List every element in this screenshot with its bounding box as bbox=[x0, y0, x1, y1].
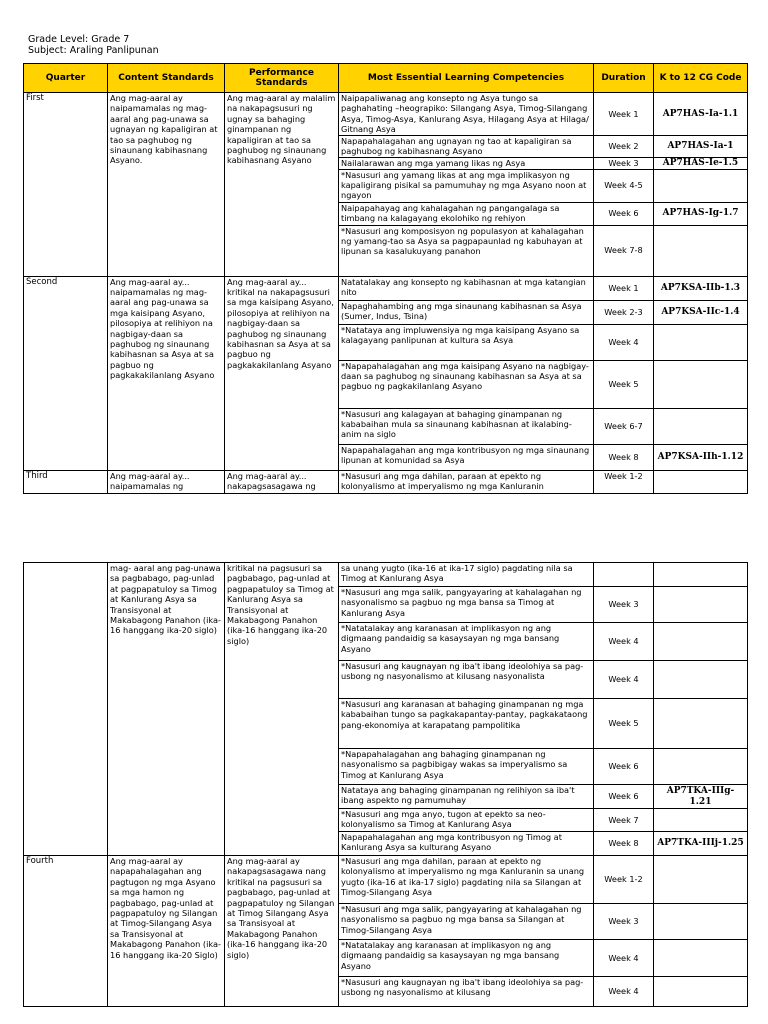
duration-cell: Week 8 bbox=[594, 444, 654, 470]
competency-cell: Napaghahambing ang mga sinaunang kabihasnan sa Asya (Sumer, Indus, Tsina) bbox=[339, 300, 594, 324]
duration-cell: Week 6 bbox=[594, 749, 654, 785]
quarter-cell: Third bbox=[24, 470, 108, 493]
competency-table-page-1 bbox=[23, 63, 748, 494]
competency-cell: Natataya ang bahaging ginampanan ng relihiyon sa iba't ibang aspekto ng pamumuhay bbox=[339, 785, 594, 809]
code-cell bbox=[654, 940, 748, 977]
table-row bbox=[24, 563, 748, 587]
competency-cell: *Nasusuri ang mga dahilan, paraan at epekto ng kolonyalismo at imperyalismo ng mga Kanluranin sa unang yugto (ika-16 at ika-17 siglo) pagdating nila sa Silangan at Timog-Silangang Asya bbox=[339, 856, 594, 904]
competency-cell: Napapahalagahan ang mga kontribusyon ng Timog at Kanlurang Asya sa kulturang Asyano bbox=[339, 832, 594, 856]
competency-cell: *Nasusuri ang karanasan at bahaging ginampanan ng mga kababaihan tungo sa pagkakapantay-pantay, pagkakataong pang-ekonomiya at karapatang pampolitika bbox=[339, 699, 594, 749]
code-cell bbox=[654, 749, 748, 785]
code-cell bbox=[654, 225, 748, 276]
competency-cell: *Nasusuri ang kaugnayan ng iba't ibang ideolohiya sa pag-usbong ng nasyonalismo at kilusang nasyonalista bbox=[339, 661, 594, 699]
duration-cell: Week 1 bbox=[594, 276, 654, 300]
competency-cell: *Nasusuri ang yamang likas at ang mga implikasyon ng kapaligirang pisikal sa pamumuhay ng mga Asyano noon at ngayon bbox=[339, 169, 594, 202]
content-standard-cell: mag- aaral ang pag-unawa sa pagbabago, pag-unlad at pagpapatuloy sa Timog at Kanlurang Asya sa Transisyonal at Makabagong Panahon (ika-16 hanggang ika-20 siglo) bbox=[108, 563, 225, 856]
code-cell bbox=[654, 324, 748, 360]
code-cell bbox=[654, 623, 748, 661]
competency-cell: Natatalakay ang konsepto ng kabihasnan at mga katangian nito bbox=[339, 276, 594, 300]
duration-cell: Week 2-3 bbox=[594, 300, 654, 324]
competency-cell: *Natataya ang impluwensiya ng mga kaisipang Asyano sa kalagayang panlipunan at kultura sa Asya bbox=[339, 324, 594, 360]
content-standard-cell: Ang mag-aaral ay... naipamamalas ng bbox=[108, 470, 225, 493]
duration-cell: Week 4 bbox=[594, 661, 654, 699]
code-cell bbox=[654, 699, 748, 749]
duration-cell: Week 3 bbox=[594, 157, 654, 169]
table-row bbox=[24, 470, 748, 493]
duration-cell: Week 1 bbox=[594, 93, 654, 136]
code-cell bbox=[654, 661, 748, 699]
code-cell: AP7HAS-Ia-1.1 bbox=[654, 93, 748, 136]
duration-cell: Week 3 bbox=[594, 904, 654, 940]
competency-cell: Naipapaliwanag ang konsepto ng Asya tungo sa paghahating –heograpiko: Silangang Asya, Timog-Silangang Asya, Timog-Asya, Kanlurang Asya, Hilagang Asya at Hilaga/ Gitnang Asya bbox=[339, 93, 594, 136]
competency-cell: *Nasusuri ang mga salik, pangyayaring at kahalagahan ng nasyonalismo sa pagbuo ng mga bansa sa Timog at Kanlurang Asya bbox=[339, 587, 594, 623]
header-cg-code: K to 12 CG Code bbox=[654, 64, 748, 93]
table-row bbox=[24, 276, 748, 300]
code-cell bbox=[654, 856, 748, 904]
duration-cell: Week 4-5 bbox=[594, 169, 654, 202]
header-content-standards: Content Standards bbox=[108, 64, 225, 93]
code-cell: AP7HAS-Ie-1.5 bbox=[654, 157, 748, 169]
code-cell bbox=[654, 470, 748, 493]
competency-cell: *Nasusuri ang mga dahilan, paraan at epekto ng kolonyalismo at imperyalismo ng mga Kanluranin bbox=[339, 470, 594, 493]
code-cell: AP7HAS-Ia-1 bbox=[654, 135, 748, 157]
duration-cell: Week 8 bbox=[594, 832, 654, 856]
duration-cell: Week 4 bbox=[594, 940, 654, 977]
code-cell: AP7TKA-IIIj-1.25 bbox=[654, 832, 748, 856]
performance-standard-cell: Ang mag-aaral ay... nakapagsasagawa ng bbox=[225, 470, 339, 493]
duration-cell: Week 7 bbox=[594, 809, 654, 832]
content-standard-cell: Ang mag-aaral ay... naipamamalas ng mag- aaral ang pag-unawa sa mga kaisipang Asyano, pilosopiya at relihiyon na nagbigay-daan sa paghubog ng sinaunang kabihasnan sa Asya at sa pagbuo ng pagkakakilanlang Asyano bbox=[108, 276, 225, 470]
duration-cell: Week 1-2 bbox=[594, 856, 654, 904]
competency-cell: sa unang yugto (ika-16 at ika-17 siglo) pagdating nila sa Timog at Kanlurang Asya bbox=[339, 563, 594, 587]
competency-cell: *Natatalakay ang karanasan at implikasyon ng ang digmaang pandaidig sa kasaysayan ng mga bansang Asyano bbox=[339, 940, 594, 977]
duration-cell bbox=[594, 563, 654, 587]
competency-cell: *Nasusuri ang mga salik, pangyayaring at kahalagahan ng nasyonalismo sa pagbuo ng mga bansa sa Silangan at Timog-Silangang Asya bbox=[339, 904, 594, 940]
duration-cell: Week 2 bbox=[594, 135, 654, 157]
quarter-cell bbox=[24, 563, 108, 856]
duration-cell: Week 6-7 bbox=[594, 408, 654, 444]
duration-cell: Week 1-2 bbox=[594, 470, 654, 493]
code-cell: AP7KSA-IIb-1.3 bbox=[654, 276, 748, 300]
competency-cell: Nailalarawan ang mga yamang likas ng Asya bbox=[339, 157, 594, 169]
subject: Subject: Araling Panlipunan bbox=[28, 45, 159, 56]
code-cell bbox=[654, 809, 748, 832]
grade-level: Grade Level: Grade 7 bbox=[28, 34, 130, 45]
duration-cell: Week 4 bbox=[594, 324, 654, 360]
competency-cell: *Nasusuri ang kaugnayan ng iba't ibang ideolohiya sa pag-usbong ng nasyonalismo at kilusang bbox=[339, 977, 594, 1007]
duration-cell: Week 4 bbox=[594, 623, 654, 661]
competency-cell: Naipapahayag ang kahalagahan ng pangangalaga sa timbang na kalagayang ekolohiko ng rehiyon bbox=[339, 202, 594, 225]
table-row bbox=[24, 856, 748, 904]
table-row bbox=[24, 93, 748, 136]
header-duration: Duration bbox=[594, 64, 654, 93]
header-performance-standards: Performance Standards bbox=[225, 64, 339, 93]
quarter-cell: Second bbox=[24, 276, 108, 470]
performance-standard-cell: Ang mag-aaral ay malalim na nakapagsusuri ng ugnay sa bahaging ginampanan ng kapaligiran at tao sa paghubog ng sinaunang kabihasnang Asyano bbox=[225, 93, 339, 277]
competency-cell: *Napapahalagahan ang bahaging ginampanan ng nasyonalismo sa pagbibigay wakas sa imperyalismo sa Timog at Kanlurang Asya bbox=[339, 749, 594, 785]
performance-standard-cell: Ang mag-aaral ay nakapagsasagawa nang kritikal na pagsusuri sa pagbabago, pag-unlad at pagpapatuloy ng Silangan at Timog Silangang Asya sa Transisyoal at Makabagong Panahon (ika-16 hanggang ika-20 siglo) bbox=[225, 856, 339, 1007]
code-cell bbox=[654, 360, 748, 408]
quarter-cell: First bbox=[24, 93, 108, 277]
performance-standard-cell: kritikal na pagsusuri sa pagbabago, pag-unlad at pagpapatuloy sa Timog at Kanlurang Asya sa Transisyonal at Makabagong Panahon (ika-16 hanggang ika-20 siglo) bbox=[225, 563, 339, 856]
code-cell bbox=[654, 587, 748, 623]
competency-cell: *Nasusuri ang kalagayan at bahaging ginampanan ng kababaihan mula sa sinaunang kabihasnan at ikalabing-anim na siglo bbox=[339, 408, 594, 444]
code-cell: AP7HAS-Ig-1.7 bbox=[654, 202, 748, 225]
duration-cell: Week 4 bbox=[594, 977, 654, 1007]
competency-cell: *Natatalakay ang karanasan at implikasyon ng ang digmaang pandaidig sa kasaysayan ng mga bansang Asyano bbox=[339, 623, 594, 661]
performance-standard-cell: Ang mag-aaral ay... kritikal na nakapagsusuri sa mga kaisipang Asyano, pilosopiya at relihiyon na nagbigay-daan sa paghubog ng sinaunang kabihasnan sa Asya at sa pagbuo ng pagkakakilanlang Asyano bbox=[225, 276, 339, 470]
code-cell bbox=[654, 563, 748, 587]
duration-cell: Week 6 bbox=[594, 785, 654, 809]
competency-cell: Napapahalagahan ang ugnayan ng tao at kapaligiran sa paghubog ng kabihasnang Asyano bbox=[339, 135, 594, 157]
code-cell: AP7KSA-IIc-1.4 bbox=[654, 300, 748, 324]
quarter-cell: Fourth bbox=[24, 856, 108, 1007]
competency-table-page-2 bbox=[23, 562, 748, 1007]
code-cell bbox=[654, 169, 748, 202]
content-standard-cell: Ang mag-aaral ay naipamamalas ng mag-aaral ang pag-unawa sa ugnayan ng kapaligiran at tao sa paghubog ng sinaunang kabihasnang Asyano. bbox=[108, 93, 225, 277]
duration-cell: Week 5 bbox=[594, 360, 654, 408]
competency-cell: Napapahalagahan ang mga kontribusyon ng mga sinaunang lipunan at komunidad sa Asya bbox=[339, 444, 594, 470]
duration-cell: Week 3 bbox=[594, 587, 654, 623]
table-header-row bbox=[24, 64, 748, 93]
competency-cell: *Nasusuri ang komposisyon ng populasyon at kahalagahan ng yamang-tao sa Asya sa pagpapaunlad ng kabuhayan at lipunan sa kasalukuyang panahon bbox=[339, 225, 594, 276]
code-cell: AP7KSA-IIh-1.12 bbox=[654, 444, 748, 470]
header-quarter: Quarter bbox=[24, 64, 108, 93]
duration-cell: Week 7-8 bbox=[594, 225, 654, 276]
code-cell bbox=[654, 904, 748, 940]
header-melc: Most Essential Learning Competencies bbox=[339, 64, 594, 93]
content-standard-cell: Ang mag-aaral ay napapahalagahan ang pagtugon ng mga Asyano sa mga hamon ng pagbabago, pag-unlad at pagpapatuloy ng Silangan at Timog-Silangang Asya sa Transisyonal at Makabagong Panahon (ika-16 hanggang ika-20 Siglo) bbox=[108, 856, 225, 1007]
duration-cell: Week 5 bbox=[594, 699, 654, 749]
code-cell: AP7TKA-IIIg-1.21 bbox=[654, 785, 748, 809]
duration-cell: Week 6 bbox=[594, 202, 654, 225]
competency-cell: *Nasusuri ang mga anyo, tugon at epekto sa neo-kolonyalismo sa Timog at Kanlurang Asya bbox=[339, 809, 594, 832]
code-cell bbox=[654, 977, 748, 1007]
code-cell bbox=[654, 408, 748, 444]
competency-cell: *Napapahalagahan ang mga kaisipang Asyano na nagbigay-daan sa paghubog ng sinaunang kabihasnan sa Asya at sa pagbuo ng pagkakilanlang Asyano bbox=[339, 360, 594, 408]
